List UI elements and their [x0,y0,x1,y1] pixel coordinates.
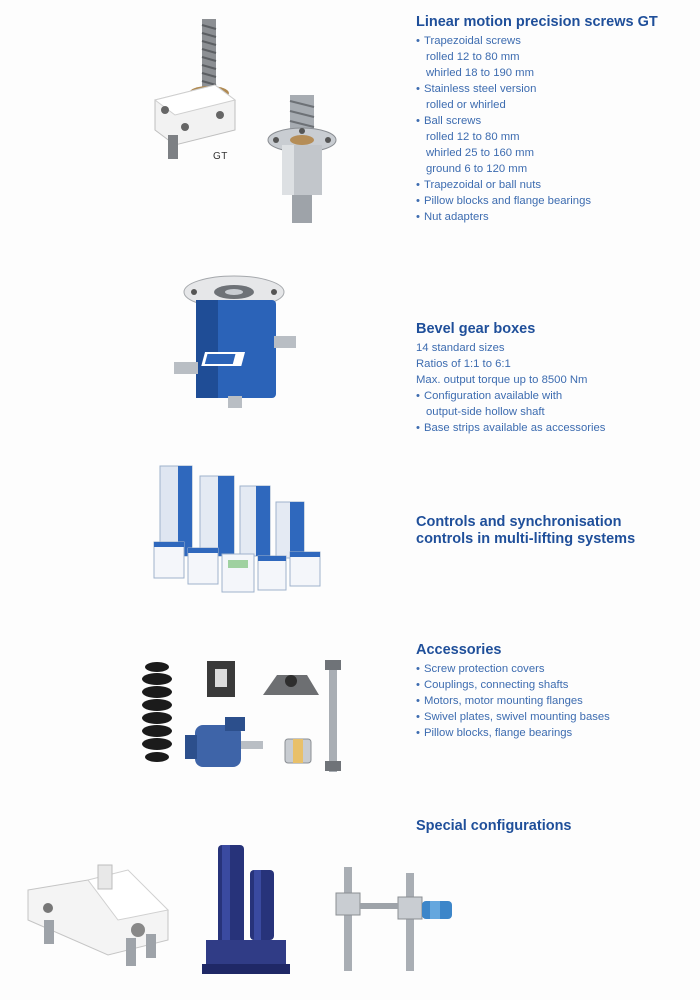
special-heading: Special configurations [416,818,572,834]
accessories-line: • Swivel plates, swivel mounting bases [416,709,610,725]
bevel-gearbox-illustration [172,270,302,410]
controls-heading [416,514,635,548]
gearboxes-line: • Configuration available with [416,388,605,404]
screws-line: • Stainless steel version [416,81,658,97]
screws-heading: Linear motion precision screws GT [416,14,658,30]
controls-heading-line: controls in multi-lifting systems [416,531,636,547]
screws-text-block [416,14,658,225]
screws-line: ground 6 to 120 mm [426,163,528,175]
screws-line: whirled 18 to 190 mm [426,67,534,79]
special-config-multi-jack-illustration [330,865,460,975]
control-units-illustration [150,458,330,603]
ball-screw-nut-illustration [262,95,342,225]
gt-image-label: GT [213,151,228,162]
screws-line: whirled 25 to 160 mm [426,147,534,159]
screws-line: • Trapezoidal or ball nuts [416,177,658,193]
screws-line: rolled or whirled [426,99,506,111]
accessories-heading: Accessories [416,642,502,658]
gearboxes-line: • Base strips available as accessories [416,420,605,436]
controls-text-block [416,514,635,550]
screw-jack-illustration [140,15,250,165]
screws-line: rolled 12 to 80 mm [426,51,520,63]
gearboxes-line: Ratios of 1:1 to 6:1 [416,358,511,370]
accessories-illustration [135,655,355,785]
screws-line: • Trapezoidal screws [416,33,658,49]
accessories-text-block [416,642,610,741]
gearboxes-heading: Bevel gear boxes [416,321,536,337]
special-text-block [416,818,572,837]
special-config-blue-motor-illustration [198,840,293,980]
gearboxes-text-block [416,321,605,436]
accessories-line: • Motors, motor mounting flanges [416,693,610,709]
screws-line: • Pillow blocks and flange bearings [416,193,658,209]
accessories-line: • Pillow blocks, flange bearings [416,725,610,741]
controls-heading-line: Controls and synchronisation [416,514,622,530]
screws-line: • Ball screws [416,113,658,129]
screws-line: • Nut adapters [416,209,658,225]
screws-line: rolled 12 to 80 mm [426,131,520,143]
gearboxes-line: Max. output torque up to 8500 Nm [416,374,588,386]
accessories-line: • Couplings, connecting shafts [416,677,610,693]
gearboxes-line: 14 standard sizes [416,342,505,354]
gearboxes-line: output-side hollow shaft [426,406,545,418]
special-config-white-unit-illustration [18,860,178,970]
accessories-line: • Screw protection covers [416,661,610,677]
